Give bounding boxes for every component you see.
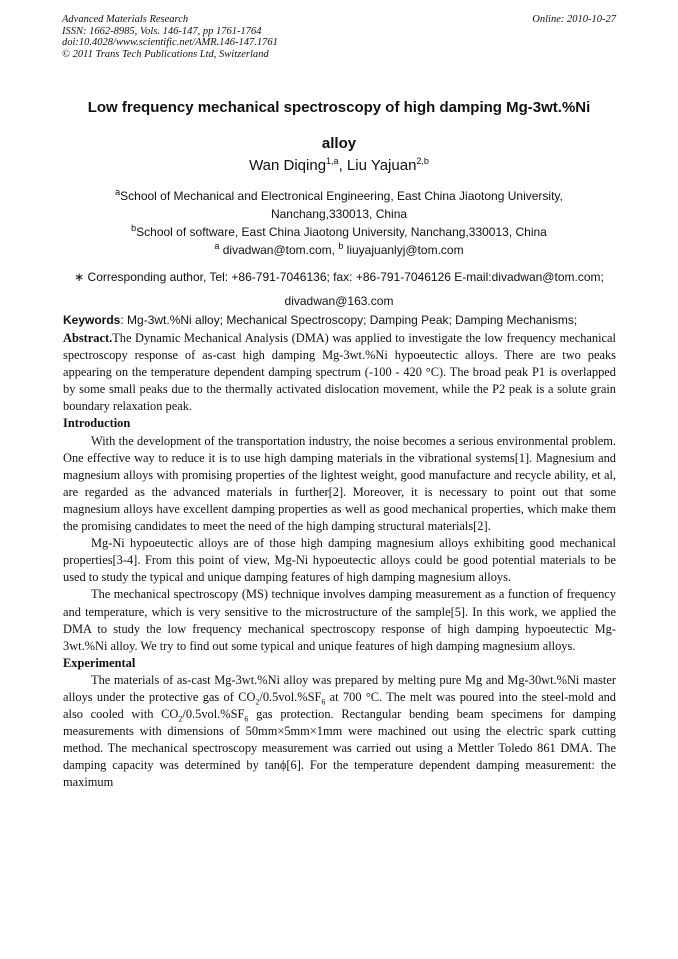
affiliation-b-sup: b xyxy=(131,223,137,233)
journal-header xyxy=(62,14,616,60)
keywords xyxy=(63,312,616,329)
abstract-text: The Dynamic Mechanical Analysis (DMA) was applied to investigate the low frequency mechanical spectroscopy response of as-cast high damping Mg-3wt.%Ni hypoeutectic alloys. There are two peaks appearing on the temperature dependent damping spectrum (-100 - 420 °C). The broad peak P1 is overlapped by some small peaks due to the thermally activated dislocation movement, while the P2 peak is a solute grain boundary relaxation peak. xyxy=(63,331,616,414)
title-line-1: Low frequency mechanical spectroscopy of high damping Mg-3wt.%Ni xyxy=(87,99,591,116)
copyright-line: © 2011 Trans Tech Publications Ltd, Switzerland xyxy=(62,48,269,60)
exp-sub-4: 6 xyxy=(244,714,249,724)
exp-sub-1: 2 xyxy=(255,697,260,707)
exp-sub-3: 2 xyxy=(178,714,183,724)
journal-name: Advanced Materials Research xyxy=(62,14,189,25)
affiliation-a-text-2: Nanchang,330013, China xyxy=(270,207,408,221)
author-emails xyxy=(40,241,638,259)
exp-text-e: gas protection. Rectangular bending beam specimens for damping measurements with dimensions of 50mm×5mm×1mm were machined out using the electric spark cutting method. The mechanical spectroscopy measurement was carried out using a Mettler Toledo 861 DMA. The damping capacity was determined by tanϕ[6]. For the temperature dependent damping measurement: the maximum xyxy=(63,707,616,790)
exp-text-c: at 700 °C. The melt was poured into the steel-mold and also cooled with CO xyxy=(63,689,616,722)
abstract xyxy=(63,330,616,415)
affiliations xyxy=(40,187,638,259)
exp-sub-2: 6 xyxy=(321,697,326,707)
online-date: Online: 2010-10-27 xyxy=(532,14,616,25)
email-b-sup: b xyxy=(338,241,344,251)
keywords-text: : Mg-3wt.%Ni alloy; Mechanical Spectroscopy; Damping Peak; Damping Mechanisms; xyxy=(120,313,578,327)
abstract-label: Abstract. xyxy=(63,331,113,345)
author-2: Liu Yajuan xyxy=(346,157,417,174)
corresponding-line-2: divadwan@163.com xyxy=(284,294,394,308)
experimental-paragraph-1 xyxy=(63,672,616,792)
experimental-heading: Experimental xyxy=(63,655,136,670)
keywords-label: Keywords xyxy=(63,313,121,327)
email-b: liuyajuanlyj@tom.com xyxy=(343,243,464,257)
corresponding-line-1: ∗ Corresponding author, Tel: +86-791-7046136; fax: +86-791-7046126 E-mail:divadwan@tom.com; xyxy=(74,270,604,284)
affiliation-b xyxy=(40,223,638,241)
author-1: Wan Diqing xyxy=(249,157,327,174)
exp-text-b: /0.5vol.%SF xyxy=(259,689,322,704)
title-line-2: alloy xyxy=(321,135,357,152)
affiliation-b-text: School of software, East China Jiaotong University, Nanchang,330013, China xyxy=(136,225,547,239)
author-separator: , xyxy=(338,157,347,174)
intro-paragraph-3: The mechanical spectroscopy (MS) technique involves damping measurement as a function of frequency and temperature, which is very sensitive to the microstructure of the sample[5]. In this work, we applied the DMA to study the low frequency mechanical spectroscopy response of high damping hypoeutectic Mg-3wt.%Ni alloy. We try to find out some typical and unique features of high damping magnesium alloys. xyxy=(63,587,616,653)
email-a-sup: a xyxy=(214,241,220,251)
doi-line: doi:10.4028/www.scientific.net/AMR.146-147.1761 xyxy=(62,37,278,48)
exp-text-a: The materials of as-cast Mg-3wt.%Ni alloy was prepared by melting pure Mg and Mg-30wt.%Ni master alloys under the protective gas of CO xyxy=(63,672,616,704)
author-1-sup: 1,a xyxy=(326,156,339,166)
email-a: divadwan@tom.com, xyxy=(219,243,339,257)
affiliation-a xyxy=(40,187,638,205)
author-list xyxy=(40,156,638,176)
affiliation-a-sup: a xyxy=(115,187,121,197)
corresponding-author xyxy=(40,265,638,313)
exp-text-d: /0.5vol.%SF xyxy=(182,707,245,722)
issn-line: ISSN: 1662-8985, Vols. 146-147, pp 1761-1764 xyxy=(62,25,262,37)
intro-heading: Introduction xyxy=(63,416,131,431)
paper-body xyxy=(63,330,616,792)
intro-paragraph-2: Mg-Ni hypoeutectic alloys are of those high damping magnesium alloys exhibiting good mechanical properties[3-4]. From this point of view, Mg-Ni hypoeutectic alloys could be good potential materials to be used to study the typical and unique damping features of high damping magnesium alloys. xyxy=(63,536,616,585)
author-2-sup: 2,b xyxy=(416,156,429,166)
affiliation-a-text: School of Mechanical and Electronical Engineering, East China Jiaotong University, xyxy=(120,189,563,203)
paper-title xyxy=(40,90,638,162)
intro-paragraph-1: With the development of the transportation industry, the noise becomes a serious environmental problem. One effective way to reduce it is to use high damping materials in the vibrational systems[1]. Magnesium and magnesium alloys with promising properties of the lightest weight, good manufacture and recycle ability, et al, are regarded as the advanced materials in further[2]. Moreover, it is necessary to point out that some magnesium alloys have excellent damping properties as well as good mechanical properties, which make them the promising candidates to meet the need of the high damping structural materials[2]. xyxy=(63,433,616,534)
